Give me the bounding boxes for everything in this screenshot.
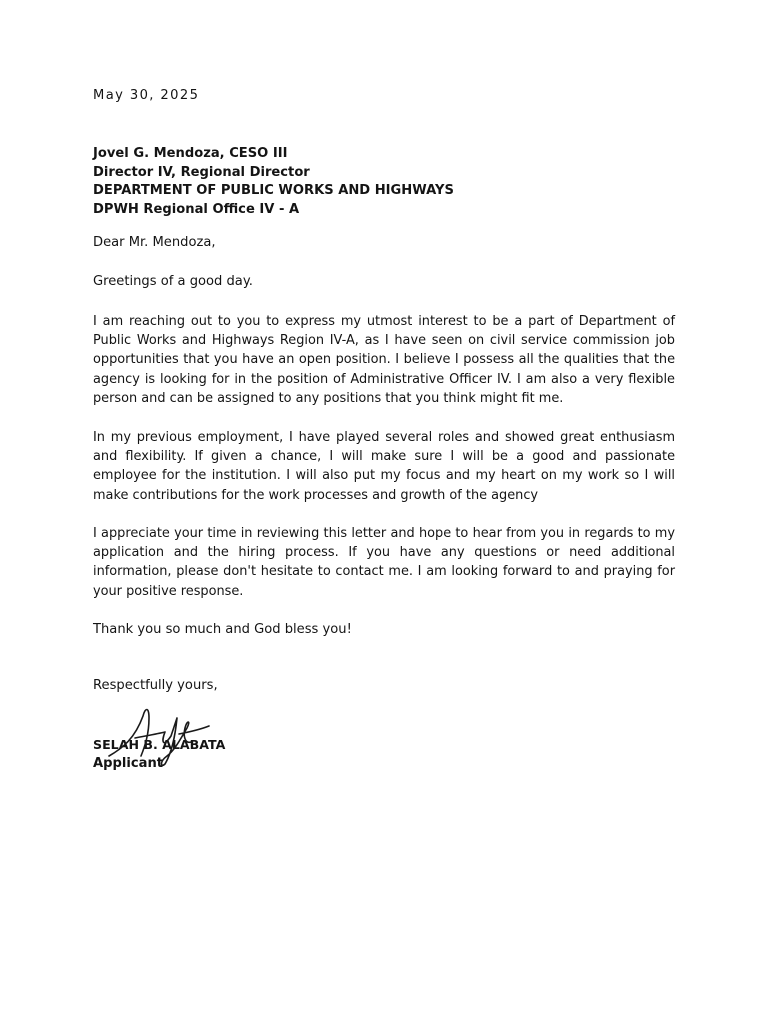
recipient-office: DPWH Regional Office IV - A	[93, 201, 300, 217]
recipient-name: Jovel G. Mendoza, CESO III	[93, 146, 288, 161]
thanks-line: Thank you so much and God bless you!	[93, 622, 352, 637]
body-paragraph-1: I am reaching out to you to express my utmost interest to be a part of Department of Public Works and Highways Region IV-A, as I have seen on civil service commission job opportunities that you have an open position. I believe I possess all the qualities that the agency is looking for in the position of Administrative Officer IV. I am also a very flexible person and can be assigned to any positions that you think might fit me.	[93, 314, 675, 406]
recipient-block	[93, 145, 454, 219]
body-paragraph-3: I appreciate your time in reviewing this letter and hope to hear from you in regards to my application and the hiring process. If you have any questions or need additional information, please don't hesitate to contact me. I am looking forward to and praying for your positive response.	[93, 526, 675, 599]
greeting: Greetings of a good day.	[93, 274, 253, 289]
handwritten-signature	[105, 698, 215, 770]
salutation: Dear Mr. Mendoza,	[93, 235, 216, 250]
signatory-role: Applicant	[93, 756, 164, 771]
recipient-title: Director IV, Regional Director	[93, 164, 310, 180]
body-paragraph-2: In my previous employment, I have played several roles and showed great enthusiasm and flexibility. If given a chance, I will make sure I will be a good and passionate employee for the institution. I will also put my focus and my heart on my work so I will make contributions for the work processes and growth of the agency	[93, 430, 675, 503]
closing-line: Respectfully yours,	[93, 678, 218, 693]
letter-date: May 30, 2025	[93, 88, 200, 103]
signatory-name: SELAH B. ALABATA	[93, 737, 226, 752]
recipient-department: DEPARTMENT OF PUBLIC WORKS AND HIGHWAYS	[93, 183, 454, 199]
